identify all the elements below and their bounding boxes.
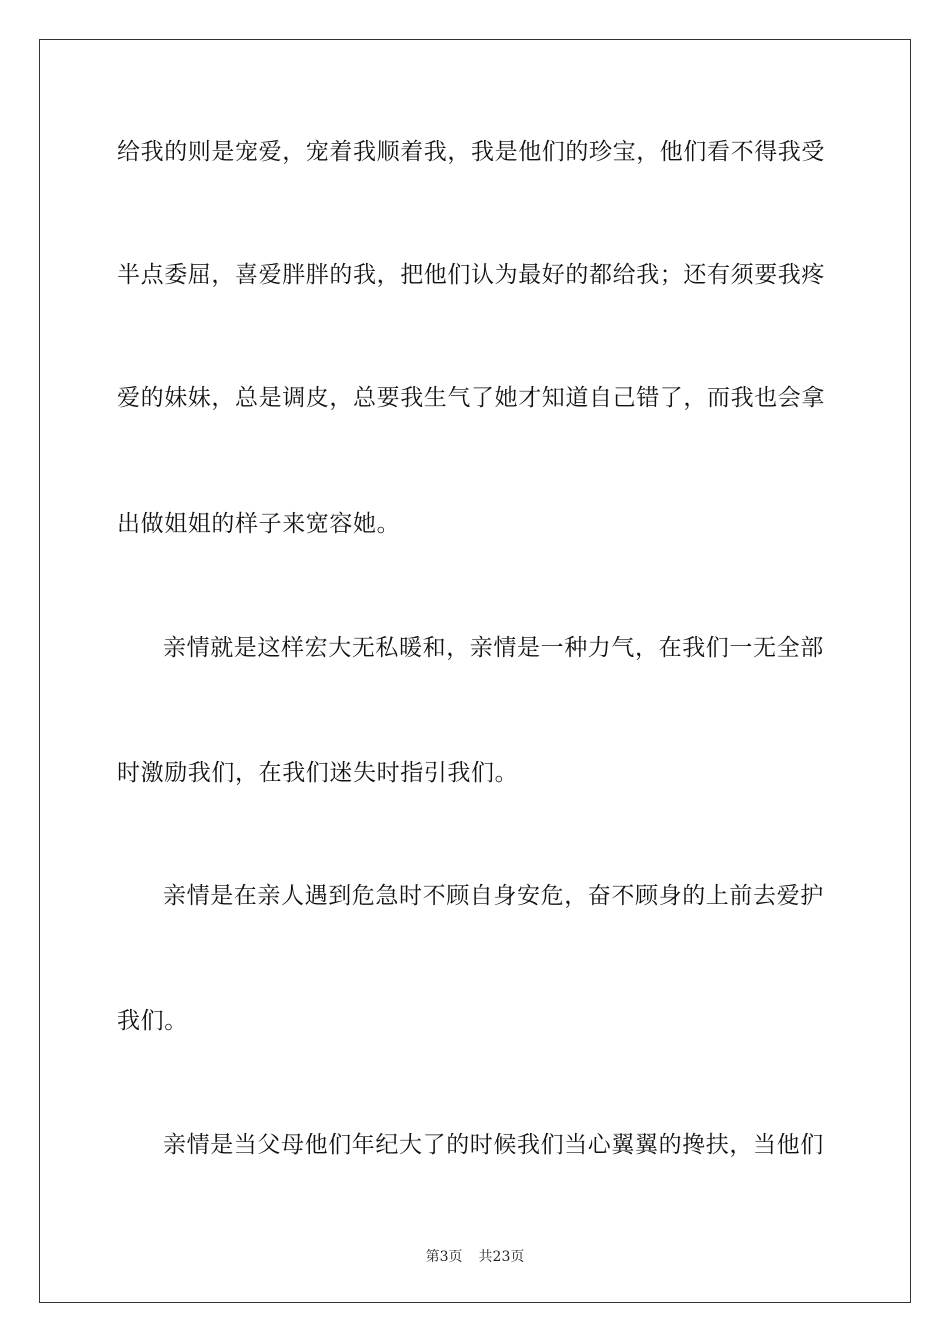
text-line: 爱的妹妹，总是调皮，总要我生气了她才知道自己错了，而我也会拿 <box>117 385 825 411</box>
page-footer <box>0 1248 950 1266</box>
text-line: 给我的则是宠爱，宠着我顺着我，我是他们的珍宝，他们看不得我受 <box>117 139 825 165</box>
page-total: 共23页 <box>478 1249 525 1265</box>
text-line: 时激励我们，在我们迷失时指引我们。 <box>117 760 519 786</box>
paragraph-first-line: 亲情是当父母他们年纪大了的时候我们当心翼翼的搀扶，当他们 <box>163 1132 824 1158</box>
page-number: 第3页 <box>425 1249 463 1265</box>
paragraph-first-line: 亲情是在亲人遇到危急时不顾自身安危，奋不顾身的上前去爱护 <box>163 883 824 909</box>
text-line: 半点委屈，喜爱胖胖的我，把他们认为最好的都给我；还有须要我疼 <box>117 262 825 288</box>
paragraph-first-line: 亲情就是这样宏大无私暖和，亲情是一种力气，在我们一无全部 <box>163 635 824 661</box>
page-border <box>39 39 911 1303</box>
text-line: 我们。 <box>117 1008 188 1034</box>
text-line: 出做姐姐的样子来宽容她。 <box>117 511 401 537</box>
